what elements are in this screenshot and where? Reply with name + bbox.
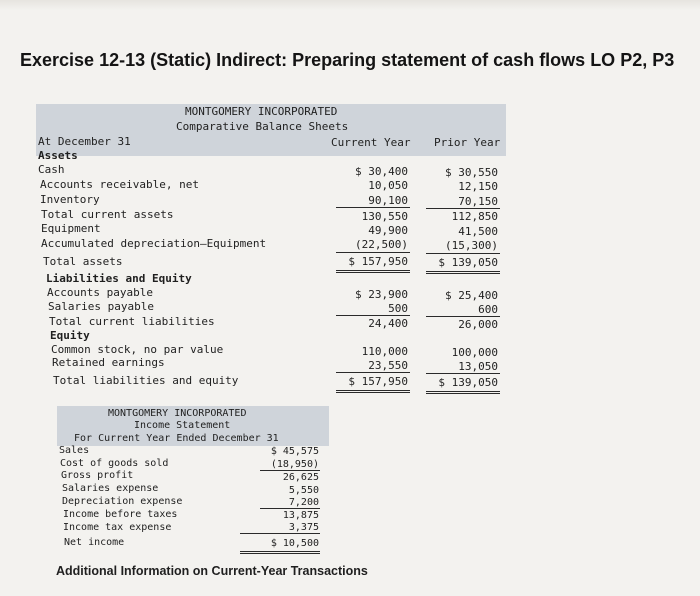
bs-current-salaries-payable: 500 xyxy=(388,302,408,315)
bs-prior-total-current-liabilities: 26,000 xyxy=(458,318,498,331)
bs-label-accounts-receivable: Accounts receivable, net xyxy=(40,178,199,191)
income-statement-period: For Current Year Ended December 31 xyxy=(74,433,279,444)
bs-current-accumulated-depreciation: (22,500) xyxy=(355,238,408,251)
bs-current-equity-rule xyxy=(336,372,410,373)
is-label-net-income: Net income xyxy=(64,537,125,548)
bs-current-subtotal-rule-2 xyxy=(336,252,410,253)
is-label-income-before-taxes: Income before taxes xyxy=(63,509,178,520)
bs-prior-retained-earnings: 13,050 xyxy=(458,360,498,373)
income-statement-title: Income Statement xyxy=(134,420,231,431)
is-value-cost-of-goods-sold: (18,950) xyxy=(270,459,319,470)
col-header-prior-year: Prior Year xyxy=(434,136,501,149)
bs-label-total-current-assets: Total current assets xyxy=(41,208,174,221)
is-label-sales: Sales xyxy=(59,445,90,456)
is-value-net-income: $ 10,500 xyxy=(270,538,319,549)
bs-label-accounts-payable: Accounts payable xyxy=(47,286,153,299)
balance-sheet-title: Comparative Balance Sheets xyxy=(176,120,349,133)
bs-prior-subtotal-rule-2 xyxy=(426,253,500,254)
bs-label-total-liabilities-and-equity: Total liabilities and equity xyxy=(53,374,239,387)
bs-label-equipment: Equipment xyxy=(41,222,101,235)
bs-label-salaries-payable: Salaries payable xyxy=(48,300,154,313)
is-label-salaries-expense: Salaries expense xyxy=(62,483,159,494)
bs-prior-accounts-payable: $ 25,400 xyxy=(445,289,498,302)
bs-current-total-assets: $ 157,950 xyxy=(348,255,408,268)
is-label-gross-profit: Gross profit xyxy=(61,470,134,481)
is-value-gross-profit: 26,625 xyxy=(282,472,319,483)
bs-current-common-stock: 110,000 xyxy=(361,345,408,358)
is-label-income-tax-expense: Income tax expense xyxy=(63,522,172,533)
bs-prior-accumulated-depreciation: (15,300) xyxy=(445,239,498,252)
bs-prior-subtotal-rule-1 xyxy=(426,208,500,209)
bs-current-cash: $ 30,400 xyxy=(355,165,408,178)
is-value-sales: $ 45,575 xyxy=(270,446,319,457)
bs-prior-total-current-assets: 112,850 xyxy=(451,210,498,223)
bs-current-total-current-assets: 130,550 xyxy=(361,210,408,223)
bs-label-cash: Cash xyxy=(38,163,65,176)
is-value-income-tax-expense: 3,375 xyxy=(288,522,319,533)
is-tax-rule xyxy=(240,533,320,534)
balance-sheet-company: MONTGOMERY INCORPORATED xyxy=(185,105,338,118)
additional-info-heading: Additional Information on Current-Year Transactions xyxy=(56,564,368,578)
bs-current-equipment: 49,900 xyxy=(368,224,408,237)
bs-label-liabilities-and-equity: Liabilities and Equity xyxy=(46,272,192,285)
bs-label-accumulated-depreciation: Accumulated depreciation—Equipment xyxy=(41,237,267,250)
col-header-current-year: Current Year xyxy=(331,136,411,149)
bs-current-total-le-double-rule xyxy=(336,390,410,393)
bs-current-total-current-liabilities: 24,400 xyxy=(368,317,408,330)
bs-prior-equity-rule xyxy=(426,373,500,374)
bs-label-assets: Assets xyxy=(38,149,78,162)
bs-prior-total-assets-double-rule xyxy=(426,271,500,274)
bs-label-retained-earnings: Retained earnings xyxy=(52,356,165,369)
bs-current-total-liabilities-and-equity: $ 157,950 xyxy=(348,375,408,388)
bs-label-total-assets: Total assets xyxy=(43,255,123,268)
bs-current-liabilities-rule xyxy=(336,315,410,316)
bs-prior-total-le-double-rule xyxy=(426,391,500,394)
bs-current-total-assets-double-rule xyxy=(336,270,410,273)
bs-current-retained-earnings: 23,550 xyxy=(368,359,408,372)
bs-prior-cash: $ 30,550 xyxy=(445,166,498,179)
is-expenses-rule xyxy=(260,508,320,509)
bs-current-inventory: 90,100 xyxy=(368,194,408,207)
is-value-income-before-taxes: 13,875 xyxy=(282,510,319,521)
bs-label-total-current-liabilities: Total current liabilities xyxy=(49,315,215,328)
bs-prior-common-stock: 100,000 xyxy=(451,346,498,359)
bs-label-common-stock: Common stock, no par value xyxy=(51,343,224,356)
bs-prior-accounts-receivable: 12,150 xyxy=(458,180,498,193)
bs-prior-total-liabilities-and-equity: $ 139,050 xyxy=(438,376,498,389)
is-gross-profit-rule xyxy=(260,470,320,471)
bs-current-accounts-payable: $ 23,900 xyxy=(355,288,408,301)
bs-prior-liabilities-rule xyxy=(426,316,500,317)
bs-label-inventory: Inventory xyxy=(40,193,100,206)
bs-label-equity: Equity xyxy=(50,329,90,342)
bs-current-subtotal-rule-1 xyxy=(336,207,410,208)
bs-prior-inventory: 70,150 xyxy=(458,195,498,208)
income-statement-company: MONTGOMERY INCORPORATED xyxy=(108,408,247,419)
bs-current-accounts-receivable: 10,050 xyxy=(368,179,408,192)
bs-prior-salaries-payable: 600 xyxy=(478,303,498,316)
page-title: Exercise 12-13 (Static) Indirect: Preparing statement of cash flows LO P2, P3 xyxy=(20,50,675,70)
balance-sheet-period: At December 31 xyxy=(38,135,131,148)
is-label-depreciation-expense: Depreciation expense xyxy=(62,496,183,507)
is-net-income-double-rule xyxy=(240,551,320,554)
bs-prior-equipment: 41,500 xyxy=(458,225,498,238)
is-label-cost-of-goods-sold: Cost of goods sold xyxy=(60,458,169,469)
is-value-salaries-expense: 5,550 xyxy=(288,485,319,496)
is-value-depreciation-expense: 7,200 xyxy=(288,497,319,508)
top-border xyxy=(0,0,700,10)
bs-prior-total-assets: $ 139,050 xyxy=(438,256,498,269)
